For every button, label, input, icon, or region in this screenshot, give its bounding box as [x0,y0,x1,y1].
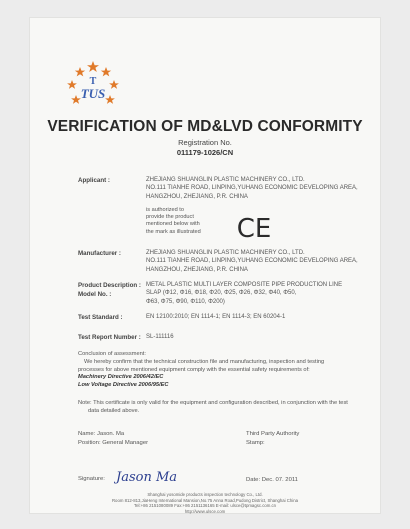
authority-date: Date: Dec. 07. 2011 [246,477,298,483]
manufacturer-name: ZHEJIANG SHUANGLIN PLASTIC MACHINERY CO., LTD. [146,250,305,256]
manufacturer-address-1: NO.111 TIANHE ROAD, LINPING,YUHANG ECONOMIC DEVELOPING AREA, [146,258,358,265]
ce-mark [235,213,273,241]
applicant-address-1: NO.111 TIANHE ROAD, LINPING,YUHANG ECONOMIC DEVELOPING AREA, [146,185,358,192]
logo-text: TUS [80,86,106,101]
ce-mark-text: CE [236,214,272,241]
directive-machinery: Machinery Directive 2006/42/EC [78,374,164,381]
authorization-line: the mark as illustrated [146,228,201,235]
footer-block [30,492,380,514]
footer-company: Shanghai yosomide products inspection technology Co., Ltd. [147,492,263,497]
registration-label: Registration No. [178,138,232,147]
product-block [146,281,376,306]
handwritten-signature [114,465,178,487]
applicant-address-2: HANGZHOU, ZHEJIANG, P.R. CHINA [146,193,248,200]
directive-low-voltage: Low Voltage Directive 2006/95/EC [78,382,169,389]
signatory-position: Position: General Manager [78,440,149,446]
signatory-name: Name: Jason. Ma [78,431,125,437]
authorization-line: is authorized to [146,207,184,213]
footer-website: http://www.ulsce.com [184,508,226,514]
conclusion-heading: Conclusion of assessment: [78,351,146,357]
footer-contact: Tel:+86 2151080089 Fax:+86 2151136165 E-mail: ulsce@tpmagsc.com.cn [133,503,277,509]
registration-number: 011179-1026/CN [176,148,234,157]
conclusion-line-2: processes for above mentioned equipment comply with the essential safety requirements of: [78,366,310,373]
authorization-text [146,207,201,236]
applicant-label: Applicant : [78,177,110,184]
signature-text: Jason Ma [116,470,178,485]
note-block [78,400,388,416]
applicant-name: ZHEJIANG SHUANGLIN PLASTIC MACHINERY CO., LTD. [146,177,305,183]
product-label: Product Description : [78,282,141,289]
authority-stamp: Stamp: [246,440,265,446]
authorization-line: mentioned below with [146,221,200,228]
test-report-value: SL-111116 [146,334,174,340]
manufacturer-block [146,249,376,274]
certificate-title: VERIFICATION OF MD&LVD CONFORMITY [47,118,363,135]
model-line-2: Φ63, Φ75, Φ90, Φ110, Φ200) [146,298,225,305]
authorization-line: provide the product [146,214,194,221]
footer-address: Room 812-813,JiaHeng International Mansion,No.75 Anna Road,Pudong District, Shanghai China [111,497,299,503]
product-description: METAL PLASTIC MULTI LAYER COMPOSITE PIPE PRODUCTION LINE [146,282,343,288]
test-report-label: Test Report Number : [78,334,141,341]
manufacturer-address-2: HANGZHOU, ZHEJIANG, P.R. CHINA [146,266,248,273]
authority-block [246,430,299,448]
authority-label: Third Party Authority [246,431,300,437]
certificate-page [30,18,380,513]
conclusion-block [78,351,388,390]
note-line-1: Note: This certificate is only valid for the equipment and configuration described, in conjunction with the test [78,400,348,406]
manufacturer-label: Manufacturer : [78,250,121,257]
test-standard-value: EN 12100:2010; EN 1114-1; EN 1114-3; EN 60204-1 [146,314,286,320]
svg-text:T: T [89,76,97,87]
applicant-block [146,176,376,201]
model-label: Model No. : [78,291,112,298]
tus-logo [63,60,123,112]
signature-label: Signature: [78,476,105,482]
note-line-2: data detailed above. [88,407,140,414]
signatory-block [78,430,148,448]
test-standard-label: Test Standard : [78,314,123,321]
model-line-1: SLAP (Φ12, Φ16, Φ18, Φ20, Φ25, Φ26, Φ32, Φ40, Φ50, [146,290,297,297]
conclusion-line-1: We hereby confirm that the technical construction file and manufacturing, inspection and testing [84,358,325,365]
